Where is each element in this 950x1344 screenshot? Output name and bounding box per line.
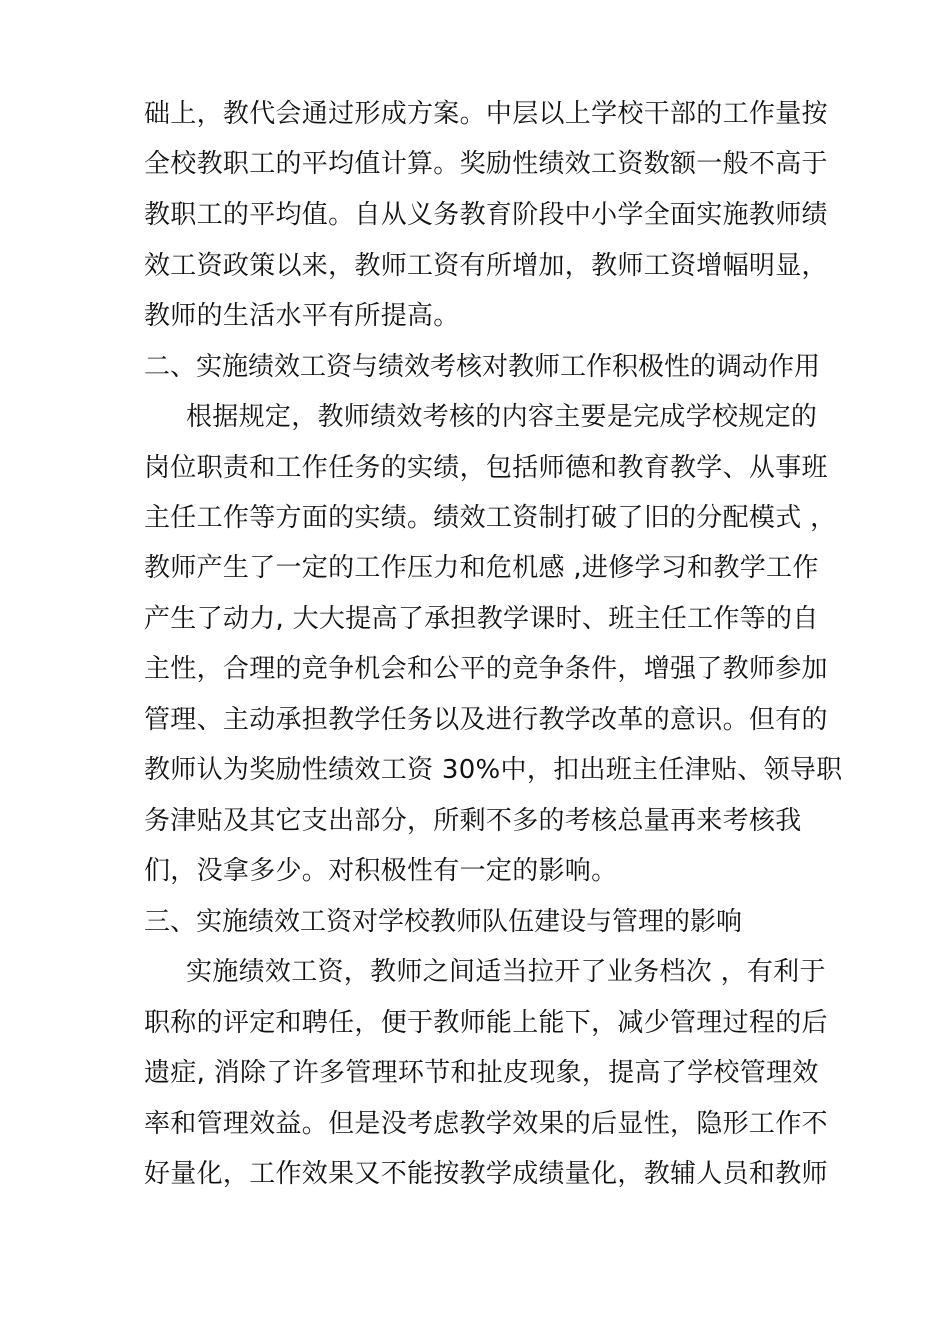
text-line: 率和管理效益。但是没考虑教学效果的后显性，隐形工作不 <box>144 1109 828 1139</box>
paragraph-first-line: 根据规定，教师绩效考核的内容主要是完成学校规定的 <box>186 402 818 432</box>
text-line: 础上，教代会通过形成方案。中层以上学校干部的工作量按 <box>144 99 828 129</box>
paragraph-first-line: 实施绩效工资，教师之间适当拉开了业务档次 ，有利于 <box>186 957 826 987</box>
text-line: 效工资政策以来，教师工资有所增加，教师工资增幅明显， <box>144 251 828 281</box>
text-line: 教职工的平均值。自从义务教育阶段中小学全面实施教师绩 <box>144 200 828 230</box>
text-line: 职称的评定和聘任，便于教师能上能下，减少管理过程的后 <box>144 1008 828 1038</box>
section-heading-3: 三、实施绩效工资对学校教师队伍建设与管理的影响 <box>144 907 743 937</box>
text-line: 教师认为奖励性绩效工资 30%中，扣出班主任津贴、领导职 <box>144 755 843 785</box>
text-line: 们，没拿多少。对积极性有一定的影响。 <box>144 856 618 886</box>
text-line: 主性，合理的竞争机会和公平的竞争条件，增强了教师参加 <box>144 654 828 684</box>
text-line: 教师的生活水平有所提高。 <box>144 301 460 331</box>
text-line: 产生了动力, 大大提高了承担教学课时、班主任工作等的自 <box>144 604 819 634</box>
text-line: 管理、主动承担教学任务以及进行教学改革的意识。但有的 <box>144 705 828 735</box>
text-line: 全校教职工的平均值计算。奖励性绩效工资数额一般不高于 <box>144 149 828 179</box>
text-line: 好量化，工作效果又不能按教学成绩量化，教辅人员和教师 <box>144 1159 828 1189</box>
text-line: 教师产生了一定的工作压力和危机感 ,进修学习和教学工作 <box>144 553 819 583</box>
text-line: 岗位职责和工作任务的实绩，包括师德和教育教学、从事班 <box>144 453 828 483</box>
text-line: 遗症, 消除了许多管理环节和扯皮现象，提高了学校管理效 <box>144 1058 819 1088</box>
text-line: 务津贴及其它支出部分，所剩不多的考核总量再来考核我 <box>144 806 802 836</box>
text-line: 主任工作等方面的实绩。绩效工资制打破了旧的分配模式 ， <box>144 503 837 533</box>
section-heading-2: 二、实施绩效工资与绩效考核对教师工作积极性的调动作用 <box>144 352 821 382</box>
